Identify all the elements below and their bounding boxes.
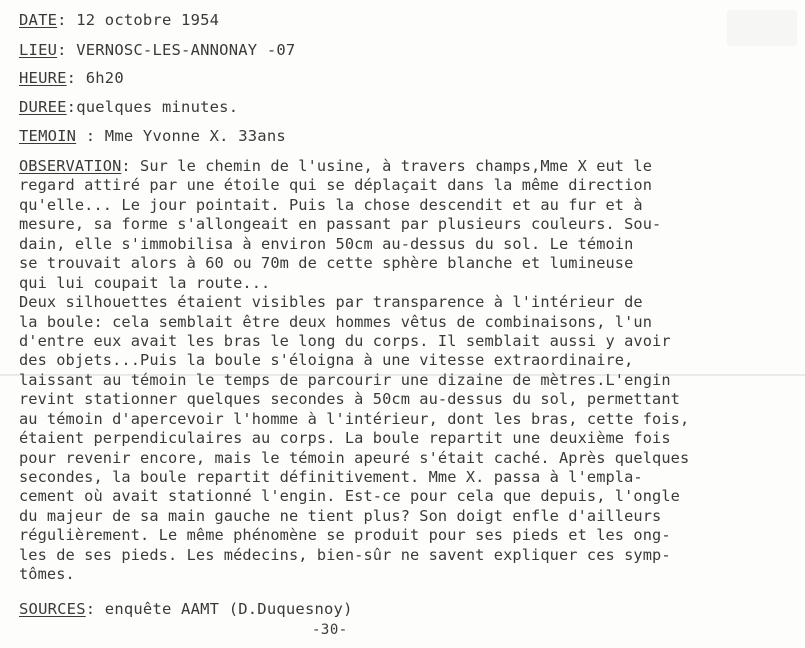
scan-artifact-line [0,374,805,376]
time-label: HEURE [19,69,67,87]
observation-line: secondes, la boule repartit définitivement. Mme X. passa à l'empla- [19,468,643,486]
observation-line: tômes. [19,565,75,584]
sources-field [19,599,353,619]
duration-label: DUREE [19,98,67,116]
observation-line: laissant au témoin le temps de parcourir une dizaine de mètres.L'engin [19,370,671,389]
date-field [19,10,219,30]
observation-line: revint stationner quelques secondes à 50cm au-dessus du sol, permettant [19,390,680,409]
observation-line: les de ses pieds. Les médecins, bien-sûr ne savent expliquer ces symp- [19,545,671,564]
observation-line: Deux silhouettes étaient visibles par transparence à l'intérieur de [19,293,643,312]
observation-line: OBSERVATION: Sur le chemin de l'usine, à travers champs,Mme X eut le [19,157,653,175]
observation-line: mesure, sa forme s'allongeait en passant par plusieurs couleurs. Sou- [19,215,662,234]
margin-smudge [727,10,797,46]
date-value: : 12 octobre 1954 [57,11,220,29]
observation-line: se trouvait alors à 60 ou 70m de cette sphère blanche et lumineuse [19,254,634,273]
place-label: LIEU [19,41,58,59]
observation-line: régulièrement. Le même phénomène se produit pour ses pieds et les ong- [19,526,671,545]
sources-value: : enquête AAMT (D.Duquesnoy) [85,600,353,618]
witness-label: TEMOIN [19,127,77,145]
observation-line: dain, elle s'immobilisa à environ 50cm au-dessus du sol. Le témoin [19,234,634,253]
observation-line: qu'elle... Le jour pointait. Puis la chose descendit et au fur et à [19,195,643,214]
observation-label: OBSERVATION [19,157,122,175]
witness-field [19,126,286,146]
time-field [19,68,124,88]
time-value: : 6h20 [66,69,124,87]
observation-line: des objets...Puis la boule s'éloigna à une vitesse extraordinaire, [19,351,634,370]
place-field [19,40,295,60]
observation-line: au témoin d'apercevoir l'homme à l'intérieur, dont les bras, cette fois, [19,409,690,428]
observation-line: étaient perpendiculaires au corps. La boule repartit une deuxième fois [19,429,671,448]
date-label: DATE [19,11,58,29]
observation-line: pour revenir encore, mais le témoin apeuré s'était caché. Après quelques [19,448,690,467]
duration-value: :quelques minutes. [66,98,239,116]
observation-block [19,157,799,585]
observation-line: cement où avait stationné l'engin. Est-ce pour cela que depuis, l'ongle [19,487,680,506]
witness-value: : Mme Yvonne X. 33ans [76,127,286,145]
observation-line: d'entre eux avait les bras le long du corps. Il semblait aussi y avoir [19,331,671,350]
observation-line: regard attiré par une étoile qui se déplaçait dans la même direction [19,176,653,195]
place-value: : VERNOSC-LES-ANNONAY -07 [57,41,296,59]
page-number: -30- [312,622,348,638]
observation-line: la boule: cela semblait être deux hommes vêtus de combinaisons, l'un [19,312,653,331]
sources-label: SOURCES [19,600,86,618]
observation-line: qui lui coupait la route... [19,273,271,292]
observation-line: du majeur de sa main gauche ne tient plus? Son doigt enfle d'ailleurs [19,506,662,525]
duration-field [19,97,238,117]
